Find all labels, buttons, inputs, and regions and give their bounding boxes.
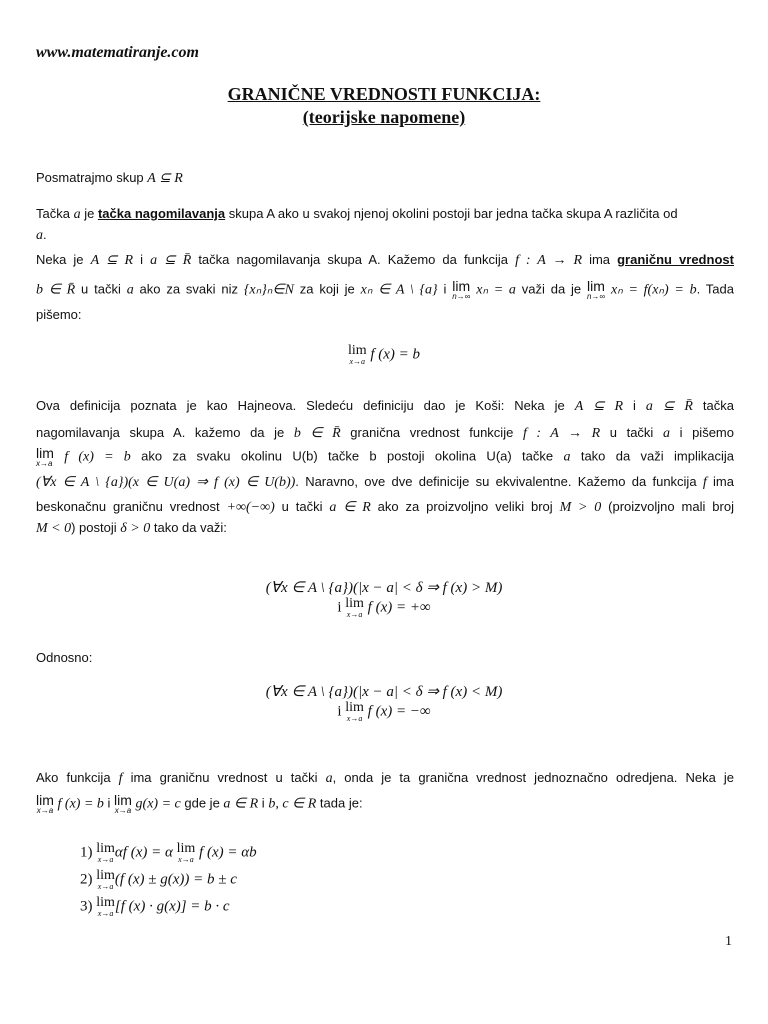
rule-item: [80, 896, 230, 918]
term-accumulation-point: tačka nagomilavanja: [97, 206, 226, 221]
text: Ako funkcija: [36, 770, 111, 785]
math-expression: b ∈ R̄: [36, 282, 76, 298]
lim-text: lim: [586, 278, 605, 294]
lim-subscript: x→a: [36, 459, 53, 468]
text: skupa A ako u svakoj njenoj okolini postoji bar jedna tačka skupa A različita od: [228, 206, 678, 221]
text: Neka je: [36, 252, 84, 267]
text: i: [337, 703, 342, 720]
formula-limit-b: [0, 344, 768, 366]
formula-limit-line: [0, 701, 768, 723]
limit-operator: [36, 446, 54, 468]
math-expression: a: [126, 282, 134, 298]
lim-text: lim: [347, 343, 367, 358]
text: u tački: [609, 425, 654, 440]
math-expression: δ > 0: [120, 521, 151, 536]
text: i: [107, 795, 111, 811]
lim-subscript: x→a: [97, 882, 114, 891]
line: [36, 768, 734, 789]
math-expression: a ⊆ R̄: [645, 399, 693, 414]
text: i: [443, 281, 447, 297]
math-expression: M < 0: [36, 521, 72, 536]
line: [36, 250, 734, 271]
lim-subscript: x→a: [97, 855, 114, 864]
lim-subscript: x→a: [349, 357, 366, 366]
rule-number: 3): [80, 898, 93, 915]
limit-operator: [345, 597, 364, 619]
line: [36, 497, 734, 518]
math-expression: (∀x ∈ A \ {a})(|x − a| < δ ⇒ f (x) > M): [265, 580, 503, 596]
limit-operator: [345, 701, 364, 723]
line: [36, 423, 734, 444]
math-expression: f (x) = +∞: [367, 599, 431, 616]
math-expression: f (x) = b: [64, 449, 131, 465]
math-expression: αf (x) = α: [114, 844, 173, 861]
text: i: [140, 252, 144, 267]
lim-text: lim: [36, 792, 54, 808]
math-expression: b ∈ R̄: [293, 426, 341, 441]
math-expression: f: [702, 475, 707, 490]
rule-number: 2): [80, 871, 93, 888]
website-header: www.matematiranje.com: [36, 44, 199, 61]
text: ima graničnu vrednost u tački: [130, 770, 318, 785]
lim-text: lim: [345, 700, 364, 715]
text: beskonačnu graničnu vrednost: [36, 499, 220, 514]
math-expression: xₙ = f(xₙ) = b: [610, 282, 697, 298]
math-expression: f: [118, 771, 123, 786]
text: gde je: [184, 795, 220, 811]
page-title: GRANIČNE VREDNOSTI FUNKCIJA:: [227, 84, 541, 104]
line: [36, 446, 734, 468]
text: Tačka: [36, 206, 70, 221]
limit-operator: [348, 344, 367, 366]
line: [36, 279, 734, 301]
line: [36, 518, 734, 539]
math-expression: {xₙ}ₙ∈N: [243, 282, 294, 298]
text: (proizvoljno mali broj: [608, 499, 734, 514]
math-expression: a: [563, 449, 571, 465]
limit-operator: [96, 869, 115, 891]
math-expression: (∀x ∈ A \ {a})(x ∈ U(a) ⇒ f (x) ∈ U(b)): [36, 475, 296, 490]
math-expression: a ⊆ R̄: [150, 253, 192, 268]
text: i: [261, 795, 265, 811]
paragraph-set-a: [36, 168, 734, 189]
text: tačka: [702, 398, 734, 413]
formula-limit-line: [0, 597, 768, 619]
lim-text: lim: [452, 278, 471, 294]
math-expression: +∞(−∞): [226, 500, 275, 515]
math-expression: xₙ ∈ A \ {a}: [360, 282, 438, 298]
math-expression: a: [662, 426, 670, 441]
text: tada je:: [319, 795, 363, 811]
text: granična vrednost funkcije: [350, 425, 514, 440]
math-expression: [f (x) · g(x)] = b · c: [114, 898, 230, 915]
math-expression: f (x) = αb: [199, 844, 257, 861]
paragraph-uniqueness: [36, 768, 734, 815]
rule-item: [80, 869, 237, 891]
text: ) postoji: [71, 520, 117, 535]
odnosno-label: Odnosno:: [36, 650, 93, 665]
math-expression: f (x) = b: [370, 346, 421, 363]
math-expression: A ⊆ R: [574, 399, 624, 414]
lim-text: lim: [345, 596, 364, 611]
math-expression: a ∈ R: [329, 500, 371, 515]
lim-subscript: x→a: [114, 806, 132, 815]
limit-operator: [587, 279, 605, 301]
limit-operator: [177, 842, 196, 864]
lim-subscript: x→a: [36, 806, 54, 815]
lim-text: lim: [96, 868, 115, 883]
term-limit: graničnu vrednost: [617, 252, 734, 267]
text: i: [633, 398, 636, 413]
lim-subscript: x→a: [346, 610, 363, 619]
text: za koji je: [299, 281, 355, 297]
text: ima: [589, 252, 611, 267]
math-expression: g(x) = c: [135, 796, 181, 812]
text: ima: [713, 474, 734, 489]
math-expression: f (x) = b: [57, 796, 104, 812]
text: Posmatrajmo skup: [36, 170, 144, 185]
line: [36, 396, 734, 417]
text: u tački: [281, 499, 323, 514]
text: je: [84, 206, 95, 221]
lim-text: lim: [96, 895, 115, 910]
math-expression: a: [73, 207, 81, 222]
paragraph-heine-definition: [36, 250, 734, 325]
text: u tački: [81, 281, 121, 297]
text: tačka nagomilavanja skupa A. Kažemo da funkcija: [198, 252, 509, 267]
lim-subscript: x→a: [97, 909, 114, 918]
paragraph-accumulation-point: [36, 204, 734, 246]
line: [36, 793, 734, 815]
math-expression: A ⊆ R: [147, 171, 183, 186]
text: . Tada: [696, 281, 734, 297]
text: ako za svaku okolinu U(b) tačke b postoji okolina U(a) tačke: [141, 448, 554, 464]
limit-operator: [114, 793, 132, 815]
limit-operator: [96, 842, 115, 864]
rule-item: [80, 842, 257, 864]
math-expression: a: [36, 228, 43, 243]
rule-number: 1): [80, 844, 93, 861]
lim-text: lim: [114, 792, 132, 808]
math-expression: a ∈ R: [223, 796, 259, 812]
limit-operator: [96, 896, 115, 918]
math-expression: f (x) = −∞: [367, 703, 431, 720]
text: ako za svaki niz: [139, 281, 238, 297]
lim-subscript: n→∞: [452, 292, 471, 301]
math-expression: (f (x) ± g(x)) = b ± c: [114, 871, 237, 888]
math-expression: f : A → R: [522, 426, 601, 441]
text: i pišemo: [679, 425, 734, 440]
text: . Naravno, ove dve definicije su ekvivalentne. Kažemo da funkcija: [295, 474, 697, 489]
math-expression: xₙ = a: [476, 282, 516, 298]
lim-subscript: x→a: [178, 855, 194, 864]
math-expression: M > 0: [559, 500, 602, 515]
limit-operator: [452, 279, 470, 301]
formula-plus-infinity: [0, 578, 768, 619]
math-expression: b, c ∈ R: [268, 796, 317, 812]
math-expression: f : A → R: [515, 253, 583, 268]
text: .: [43, 227, 47, 242]
text: pišemo:: [36, 307, 82, 322]
text: nagomilavanja skupa A. kažemo da je: [36, 425, 285, 440]
line: [36, 472, 734, 493]
formula-minus-infinity: [0, 682, 768, 723]
text: , onda je ta granična vrednost jednoznačno odredjena. Neka je: [332, 770, 735, 785]
text: i: [337, 599, 342, 616]
lim-subscript: x→a: [346, 714, 363, 723]
lim-text: lim: [96, 841, 115, 856]
text: tako da važi implikacija: [580, 448, 734, 464]
text: tako da važi:: [153, 520, 227, 535]
math-expression: (∀x ∈ A \ {a})(|x − a| < δ ⇒ f (x) < M): [265, 684, 503, 700]
lim-text: lim: [176, 841, 196, 856]
paragraph-cauchy-definition: [36, 396, 734, 539]
math-expression: A ⊆ R: [90, 253, 134, 268]
math-expression: a: [325, 771, 333, 786]
text: važi da je: [521, 281, 582, 297]
page-number: 1: [725, 934, 732, 949]
lim-text: lim: [36, 445, 54, 461]
text: Ova definicija poznata je kao Hajneova. Sledeću definiciju dao je Koši: Neka je: [36, 398, 565, 413]
page-subtitle: (teorijske napomene): [302, 107, 466, 127]
lim-subscript: n→∞: [586, 292, 606, 301]
limit-operator: [36, 793, 54, 815]
text: ako za proizvoljno veliki broj: [377, 499, 553, 514]
